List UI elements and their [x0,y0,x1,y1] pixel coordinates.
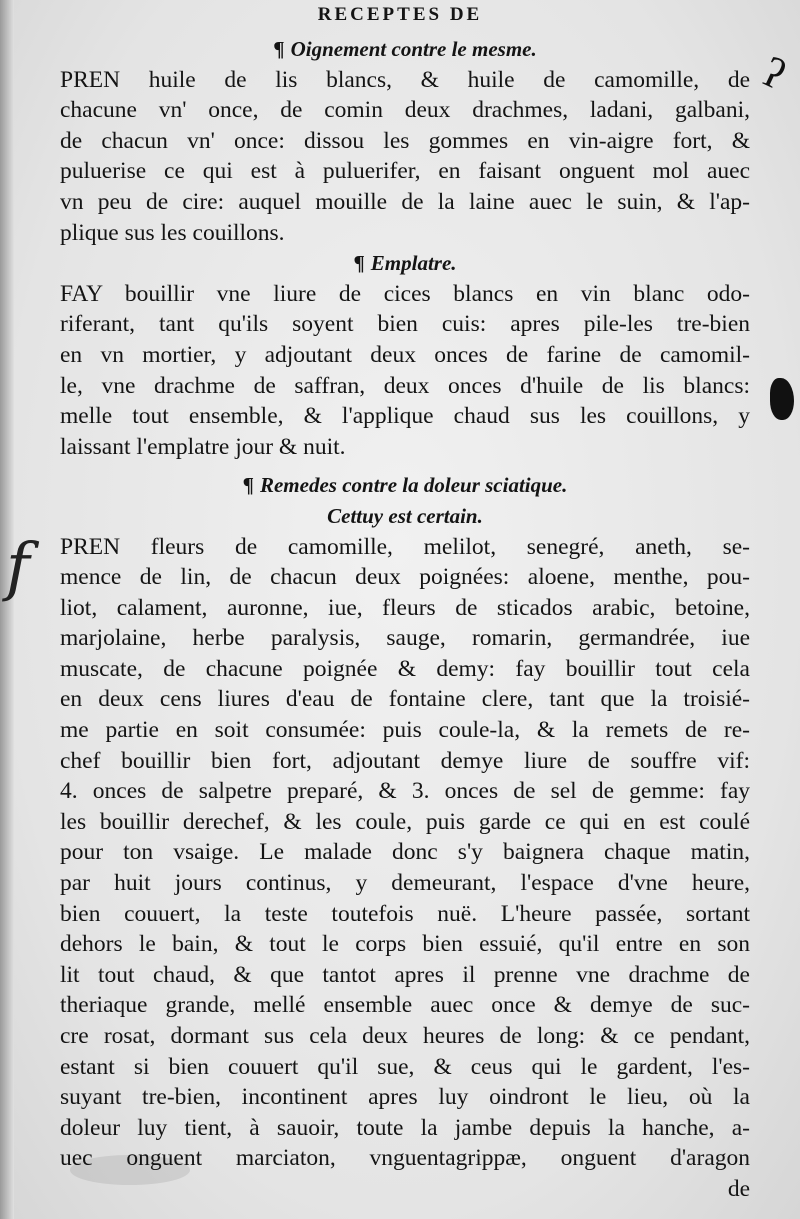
text-line: cre rosat, dormant sus cela deux heures de long: & ce pendant, [60,1023,750,1049]
section-heading [60,248,750,279]
text-line: marjolaine, herbe paralysis, sauge, romarin, germandrée, iue [60,625,750,652]
text-line: PREN huile de lis blancs, & huile de camomille, de [60,66,750,93]
section-heading [60,34,750,65]
text-line: chef bouillir bien fort, adjoutant demye liure de souffre vif: [60,747,750,774]
pilcrow-icon: ¶ [242,473,254,498]
text-line: chacune vn' once, de comin deux drachmes, ladani, galbani, [60,97,750,124]
text-line: en vn mortier, y adjoutant deux onces de farine de camomil- [60,341,750,368]
text-line: dehors le bain, & tout le corps bien essuié, qu'il entre en son [60,931,750,958]
body-text [60,34,750,1205]
text-line: puluerise ce qui est à puluerifer, en faisant onguent mol auec [60,158,750,185]
page-binding-shadow [0,0,14,1219]
text-line: muscate, de chacune poignée & demy: fay bouillir tout cela [60,655,750,682]
text-line: FAY bouillir vne liure de cices blancs en vin blanc odo- [60,280,750,307]
running-head: RECEPTES DE [317,4,483,25]
text-line: liot, calament, auronne, iue, fleurs de sticados arabic, betoine, [60,594,750,621]
pilcrow-icon: ¶ [273,37,285,61]
section-gap [60,462,750,470]
section-subheading: Cettuy est certain. [327,503,483,528]
pilcrow-icon: ¶ [353,251,365,276]
text-line: theriaque grande, mellé ensemble auec once & demye de suc- [60,992,750,1019]
text-line: lit tout chaud, & que tantot apres il prenne vne drachme de [60,961,750,988]
section-heading-text: Remedes contre la doleur sciatique. [259,473,568,498]
section-heading-text: Oignement contre le mesme. [290,37,537,61]
text-line: me partie en soit consumée: puis coule-la, & la remets de re- [60,717,750,744]
text-line: riferant, tant qu'ils soyent bien cuis: apres pile-les tre-bien [60,311,750,338]
ink-blot [770,378,794,420]
text-line: PREN fleurs de camomille, melilot, senegré, aneth, se- [60,533,750,560]
text-line: le, vne drachme de saffran, deux onces d'huile de lis blancs: [60,372,750,399]
text-line: pour ton vsaige. Le malade donc s'y baignera chaque matin, [60,839,750,866]
catchword: de [727,1175,750,1202]
text-line: doleur luy tient, à sauoir, toute la jambe depuis la hanche, a- [60,1114,750,1141]
text-line: estant si bien couuert qu'il sue, & ceus qui le gardent, l'es- [60,1053,750,1080]
ink-mark-top: ʔ [755,49,792,99]
margin-annotation: f [6,530,30,604]
text-line: uec onguent marciaton, vnguentagrippæ, onguent d'aragon [60,1145,750,1172]
text-line: laissant l'emplatre jour & nuit. [60,433,346,460]
text-line: bien couuert, la teste toutefois nuë. L'heure passée, sortant [60,900,750,927]
text-line: suyant tre-bien, incontinent apres luy oindront le lieu, où la [60,1084,750,1111]
section-heading [60,470,750,501]
text-line: plique sus les couillons. [60,219,285,246]
text-line: par huit jours continus, y demeurant, l'espace d'vne heure, [60,870,750,897]
text-line: de chacun vn' once: dissou les gommes en vin-aigre fort, & [60,127,750,154]
text-line: les bouillir derechef, & les coule, puis garde ce qui en est coulé [60,808,750,835]
text-line: melle tout ensemble, & l'applique chaud sus les couillons, y [60,403,750,430]
text-line: en deux cens liures d'eau de fontaine clere, tant que la troisié- [60,686,750,713]
section-heading-text: Emplatre. [370,251,457,276]
text-line: mence de lin, de chacun deux poignées: aloene, menthe, pou- [60,564,750,591]
text-line: vn peu de cire: auquel mouille de la laine auec le suin, & l'ap- [60,188,750,215]
text-line: 4. onces de salpetre preparé, & 3. onces de sel de gemme: fay [60,778,750,805]
